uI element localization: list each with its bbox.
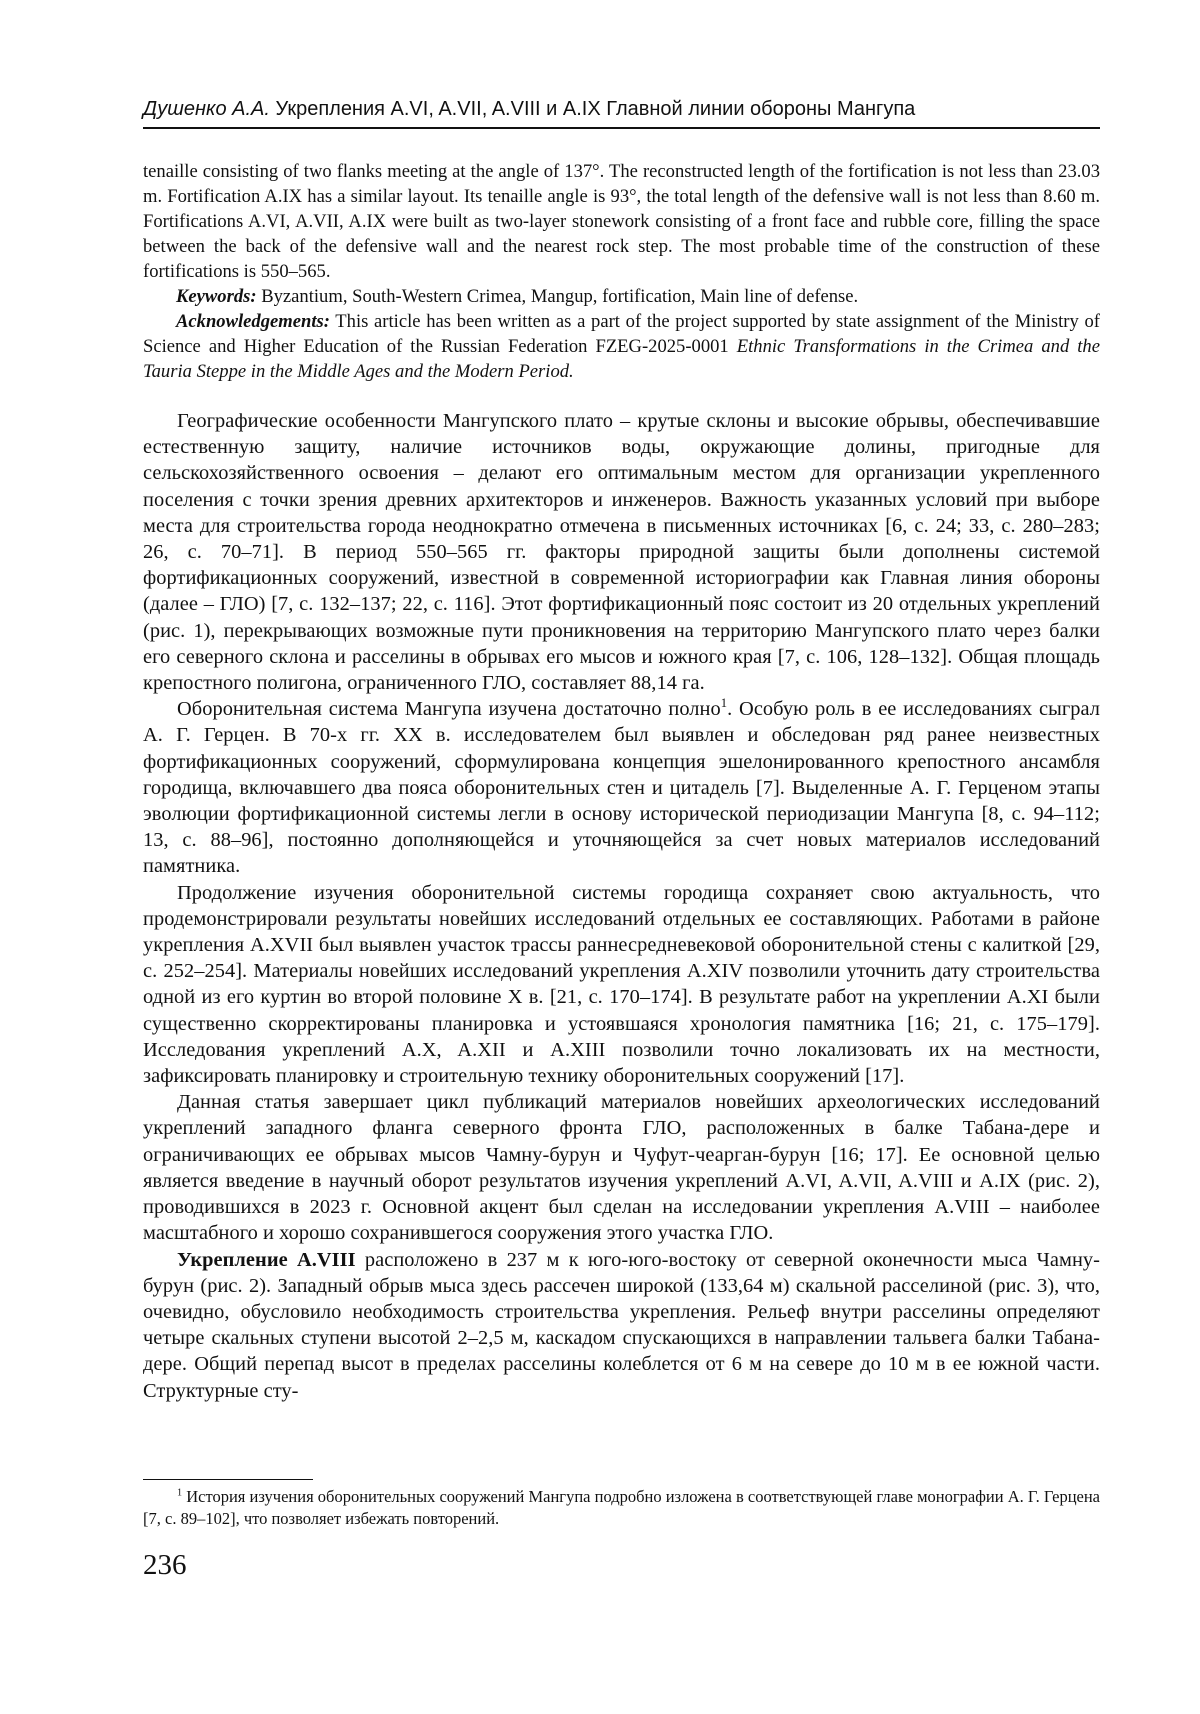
header-rule bbox=[143, 127, 1100, 129]
ack-label: Acknowledgements: bbox=[176, 311, 330, 332]
paragraph-4: Данная статья завершает цикл публикаций материалов новейших археологических исследований укреплений западного фланга северного фронта ГЛО, расположенных в балке Табана-дере и ограничивающих ее обрывах мысов Чамну-бурун и Чуфут-чеарган-бурун [16; 17]. Ее основной целью является введение в научный оборот результатов изучения укреплений A.VI, A.VII, A.VIII и A.IX (рис. 2), проводившихся в 2023 г. Основной акцент был сделан на исследовании укрепления A.VIII – наиболее масштабного и хорошо сохранившегося сооружения этого участка ГЛО. bbox=[143, 1091, 1100, 1245]
abstract-block bbox=[143, 159, 1100, 384]
header-author: Душенко А.А. bbox=[143, 98, 270, 120]
paragraph-2-rest: . Особую роль в ее исследованиях сыграл А. Г. Герцен. В 70-х гг. XX в. исследователем был выявлен и обследован ряд ранее неизвестных фортификационных сооружений, сформулирована концепция эшелонированного крепостного ансамбля городища, включавшего два пояса оборонительных стен и цитадель [7]. Выделенные А. Г. Герценом этапы эволюции фортификационной системы легли в основу исторической периодизации Мангупа [8, с. 94–112; 13, с. 88–96], постоянно дополняющейся и уточняющейся за счет новых материалов исследований памятника. bbox=[143, 698, 1100, 878]
paragraph-2 bbox=[143, 696, 1100, 879]
footnote bbox=[143, 1486, 1100, 1530]
ack-text: This article has been written as a part of the project supported by state assignment of the Ministry of Science and Higher Education of the Russian Federation FZEG-2025-0001 bbox=[143, 311, 1100, 357]
fortification-heading: Укрепление A.VIII bbox=[177, 1248, 356, 1271]
page-number: 236 bbox=[143, 1549, 187, 1581]
footnote-marker: 1 bbox=[177, 1487, 183, 1499]
footnote-ref[interactable]: 1 bbox=[720, 696, 728, 711]
abstract-continuation: tenaille consisting of two flanks meeting at the angle of 137°. The reconstructed length of the fortification is not less than 23.03 m. Fortification A.IX has a similar layout. Its tenaille angle is 93°, the total length of the defensive wall is not less than 8.60 m. Fortifications A.VI, A.VII, A.IX were built as two-layer stonework consisting of a front face and rubble core, filling the space between the back of the defensive wall and the nearest rock step. The most probable time of the construction of these fortifications is 550–565. bbox=[143, 161, 1100, 282]
paragraph-5 bbox=[143, 1247, 1100, 1404]
ack-project-title: Ethnic Transformations in the Crimea and the Tauria Steppe in the Middle Ages and the Modern Period. bbox=[143, 336, 1100, 382]
footnote-rule bbox=[143, 1479, 313, 1480]
keywords-text: Byzantium, South-Western Crimea, Mangup, fortification, Main line of defense. bbox=[256, 286, 859, 307]
acknowledgements bbox=[143, 309, 1100, 384]
paragraph-5-rest: расположено в 237 м к юго-юго-востоку от северной оконечности мыса Чамну-бурун (рис. 2). Западный обрыв мыса здесь рассечен широкой (133,64 м) скальной расселиной (рис. 3), что, очевидно, обусловило необходимость строительства укрепления. Рельеф внутри расселины определяют четыре скальных ступени высотой 2–2,5 м, каскадом спускающихся в направлении тальвега балки Табана-дере. Общий перепад высот в пределах расселины колеблется от 6 м на севере до 10 м в ее южной части. Структурные сту- bbox=[143, 1248, 1100, 1402]
header-title: Укрепления A.VI, A.VII, A.VIII и A.IX Главной линии обороны Мангупа bbox=[269, 98, 916, 120]
footnote-text: История изучения оборонительных сооружений Мангупа подробно изложена в соответствующей главе монографии А. Г. Герцена [7, с. 89–102], что позволяет избежать повторений. bbox=[143, 1487, 1100, 1528]
article-body bbox=[143, 408, 1100, 1404]
keywords-label: Keywords: bbox=[176, 286, 257, 307]
running-header bbox=[143, 96, 1100, 122]
paragraph-1: Географические особенности Мангупского плато – крутые склоны и высокие обрывы, обеспечивавшие естественную защиту, наличие источников воды, окружающие долины, пригодные для сельскохозяйственного освоения – делают его оптимальным местом для организации укрепленного поселения с точки зрения древних архитекторов и инженеров. Важность указанных условий при выборе места для строительства города неоднократно отмечена в письменных источниках [6, с. 24; 33, с. 280–283; 26, с. 70–71]. В период 550–565 гг. факторы природной защиты были дополнены системой фортификационных сооружений, известной в современной историографии как Главная линия обороны (далее – ГЛО) [7, с. 132–137; 22, с. 116]. Этот фортификационный пояс состоит из 20 отдельных укреплений (рис. 1), перекрывающих возможные пути проникновения на территорию Мангупского плато через балки его северного склона и расселины в обрывах его мысов и южного края [7, с. 106, 128–132]. Общая площадь крепостного полигона, ограниченного ГЛО, составляет 88,14 га. bbox=[143, 410, 1100, 695]
keywords-line bbox=[143, 284, 1100, 309]
paragraph-2-start: Оборонительная система Мангупа изучена достаточно полно bbox=[177, 698, 721, 721]
paragraph-3: Продолжение изучения оборонительной системы городища сохраняет свою актуальность, что продемонстрировали результаты новейших исследований отдельных ее составляющих. Работами в районе укрепления A.XVII был выявлен участок трассы раннесредневековой оборонительной стены с калиткой [29, с. 252–254]. Материалы новейших исследований укрепления A.XIV позволили уточнить дату строительства одной из его куртин во второй половине X в. [21, с. 170–174]. В результате работ на укреплении A.XI были существенно скорректированы планировка и устоявшаяся хронология памятника [16; 21, с. 175–179]. Исследования укреплений A.X, A.XII и A.XIII позволили точно локализовать их на местности, зафиксировать планировку и строительную технику оборонительных сооружений [17]. bbox=[143, 881, 1100, 1088]
